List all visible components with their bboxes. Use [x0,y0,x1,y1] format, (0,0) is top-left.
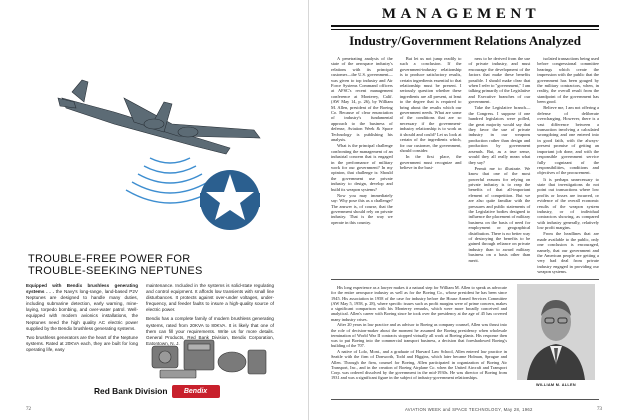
paragraph: Take the Legislative branch—the Congress. I suppose if one hundred legislators were polled, the great majority would say that they favor the use of private industry in our weapons production rather than design and production by government arsenals. But, as a true sense, would they all really mean what they say? [468,105,531,165]
section-rule [331,25,599,27]
generator-icon [152,340,266,378]
brand-division-name: Red Bank Division [94,386,168,396]
paragraph: From the headlines that are made available to the public, only one conclusion is encouraged, namely, that our government and the American people are getting a very bad deal from private industry engaged in providing our weapon systems. [537,231,599,275]
article-column-3 [469,56,531,266]
ad-body-text-4: Bendix has a complete family of modern brushless generating systems, rated from 20KVA to 80KVA. It is likely that one of them can fill your requirements. Write us for more details. General Products, Red Bank Division, Bendix Corporation, Eatontown, N. J. [146,316,274,346]
ad-lead-text: Equipped with Bendix brushless generating systems . . . [26,283,138,295]
ad-headline [28,253,288,277]
paragraph: After 20 years in law practice and as advisor to Boeing as company counsel, Allen was thrust into the role of decision-maker about the moment he assumed the Boeing presidency when wholesale termination of World War II contracts stopped virtually all work at Boeing plants. His response then was to put Boeing into the commercial transport business, a decision that foreshadowed Boeing's building of the 707. [331,322,507,349]
section-rule-thin [331,29,599,30]
neptune-aircraft-illustration [54,40,286,250]
aircraft-icon [58,80,260,154]
paragraph: What is the principal challenge confronting the management of an industrial concern that is engaged in the performance of military work for our government? In my opinion, that challenge is: Should the government use private industry to design, develop and build its weapon systems? [331,143,393,192]
ad-body-text-2: Two brushless generators are the heart of the Neptune systems. Rated at 20KVA each, they are built for long operating life, easy [26,334,138,352]
page-number-right: 73 [597,407,602,412]
paragraph: ness to be derived from the use of private industry, and must encourage the development of the factors that make these benefits possible. I should make clear that when I refer to "government," I am talking primarily of the Legislative and Executive branches of our government. [468,56,531,105]
portrait-photo [517,284,595,380]
paragraph: Now you may immediately say: Why pose this as a challenge? The answer is, of course, that the government should rely on private industry. That is the way we operate in this country. [331,192,393,225]
paragraph: In the first place, the government must recognize and believe in the busi- [399,154,462,170]
paragraph: A penetrating analysis of the state of the aerospace industry's relations with its principal customer—the U.S. government—was given to top industry and Air Force Systems Command officers at AFSC's recent management conference at Monterey, Calif. (AW May 14, p. 26), by William M. Allen, president of the Boeing Co. Because of clear enunciation of industry's fundamental approach to the business of defense, Aviation Week & Space Technology is publishing his analysis. [331,56,393,143]
sidebar-text [331,285,507,381]
bendix-logo: Bendix [172,385,220,398]
ad-headline-line-2: TROUBLE-SEEKING NEPTUNES [28,265,203,277]
paragraph: It is perhaps unnecessary to state that investigations do not point out transactions where low profits or losses are incurred, or evidence of the overall economic results of the weapon system industry, or of individual contractors showing, as compared with industry generally, relatively low profit margins. [537,176,599,231]
paragraph: isolated transactions being used before congressional committee hearings which create the impression with the public that the government has been gouged by the military contractors, when, in reality, the overall result from the standpoint of the government has been good. [537,56,599,105]
paragraph: But let us not jump readily to such a conclusion. If the government-industry relationship is to produce satisfactory results, certain ingredients essential to that relationship must be present. I seriously question whether these ingredients are all present, at least to the degree that is required to bring about the results which our government needs. What are some of the conditions that are so necessary if the government-industry relationship is to work as it should and could? Let us look at certain of the ingredients which, for our customer, the government, should consider. [399,56,462,153]
article-column-4 [537,56,599,275]
ad-body-text-3: maintenance. Included in the systems is solid-state regulating and control equipment. It affords low transients with small line disturbances. It protects against over-under voltages, under-frequency, and feeder faults to insure a high-quality source of electric power. [146,283,274,313]
paragraph: Permit me to illustrate. We know that one of the most powerful reasons for relying on private industry is to reap the benefits of that all-important element of competition. But we are also quite familiar with the pressures and public statements of the Legislative bodies designed to influence the placement of military business on the basis of need for employment or geographical distribution. There is no better way of destroying the benefits to be gained through reliance on private industry than to award military business on a basis other than merit. [468,165,531,263]
paragraph: A native of Lolo, Mont., and a graduate of Harvard Law School, Allen entered law practice in Seattle with the firm of Donworth, Todd and Higgins, which later became Holman, Sprague and Allen. Through the firm, counsel for Boeing, Allen participated in organization of Boeing Air Transport, Inc., and in the creation of Boeing Airplane Co. when the United Aircraft and Transport Corp. was ordered dissolved by the government in the mid-1930s. He was director of Boeing from 1931 and was a significant figure in the subject of industry-government relationships. [331,349,507,381]
section-header: MANAGEMENT [381,6,541,22]
article-column-2 [400,56,462,266]
navy-insignia-icon [200,170,260,230]
portrait-caption: WILLIAM M. ALLEN [536,383,576,387]
article-title: Industry/Government Relations Analyzed [349,33,581,48]
article-body [331,56,599,275]
ad-brand [94,384,220,398]
ad-body-column-1 [26,283,138,353]
generator-products-illustration [150,336,270,382]
publication-footer: AVIATION WEEK and SPACE TECHNOLOGY, May 28, 1962 [405,407,533,412]
page-number-left: 72 [26,407,31,412]
paragraph: His long experience as a lawyer makes it a natural step for William M. Allen to speak as advocate for the entire aerospace industry as well as for the Boeing Co., whose president he has been since 1945. His association in 1958 of the case for industry before the House Armed Services Committee (AW May 5, 1958, p. 28), where specific issues such as profit margins were of prime concern, makes a significant comparison with his Monterey remarks, which were more broadly conceived and analytical. Allen's career with Boeing since he took over the presidency at the age of 45 has covered many industry crises. [331,285,507,322]
article-column-1 [331,56,393,266]
paragraph: Believe me, I am not offering a defense of deliberate overcharging. However, there is a vast difference between a transaction involving a calculated wrongdoing and one entered into in good faith, with the always-present promise of getting an important job done, and with the responsible government service fully cognizant of the responsibilities, conditions and objectives of the procurement. [537,105,599,176]
ad-body-text: the Navy's long-range, land-based P2V Neptunes are designed to handle many duties, including submarine detection, early warning, mine-laying, torpedo bombing, and over-water patrol. Well-equipped with modern avionics installations, the Neptunes need the high quality AC electric power supplied by the Bendix brushless generating systems. [26,289,138,331]
biography-sidebar [331,279,599,400]
ad-headline-line-1: TROUBLE-FREE POWER FOR [28,253,191,265]
article-page [309,0,618,420]
